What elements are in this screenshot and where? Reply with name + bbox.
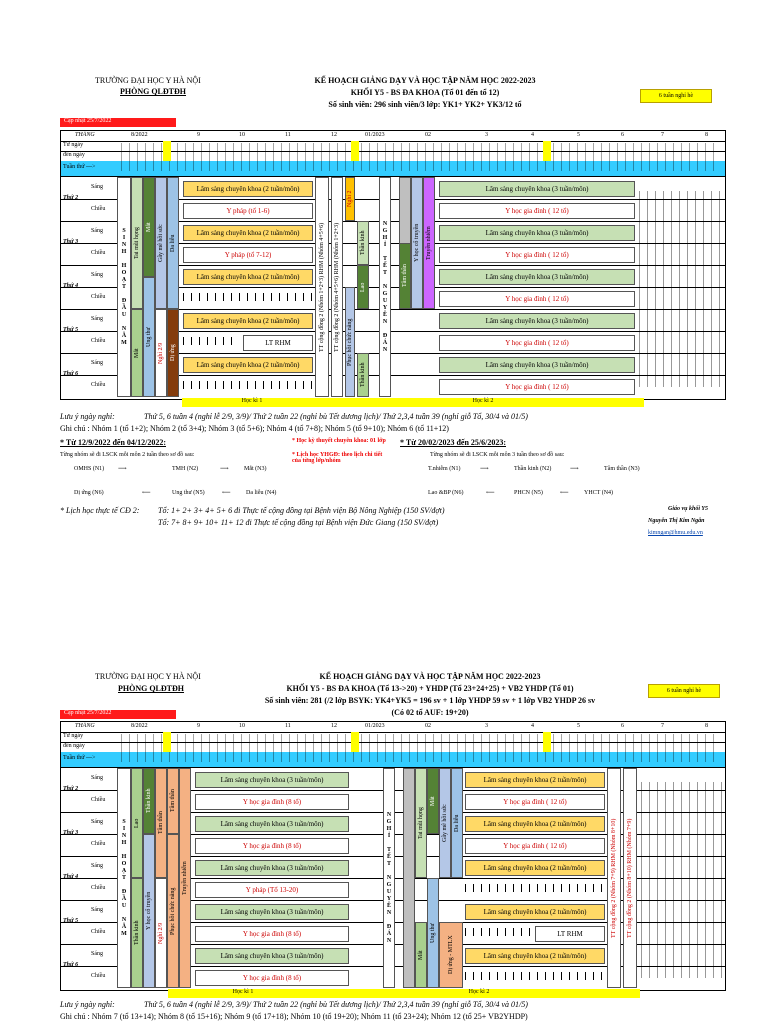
group-note: Ghi chú : Nhóm 7 (tổ 13+14); Nhóm 8 (tổ 15+16); Nhóm 9 (tổ 17+18); Nhóm 10 (tổ 19+20); Nhóm 11 (tổ 23+24); Nhóm 12 (tổ 25+ VB2YHDP)	[60, 1012, 528, 1021]
block-ygd12: Y học gia đình ( 12 tổ)	[439, 291, 635, 307]
month: 3	[485, 132, 488, 138]
month: 10	[239, 132, 245, 138]
session-label: Sáng	[91, 819, 103, 825]
month: 02	[425, 132, 431, 138]
flow2-node: PHCN (N5)	[514, 490, 543, 496]
day-label: Thứ 5	[63, 327, 79, 333]
cd2-line-a: Tổ: 1+ 2+ 3+ 4+ 5+ 6 đi Thực tế cộng đồng tại Bệnh viện Bộ Nông Nghiệp (150 SV/đợt)	[158, 506, 445, 515]
day-label: Thứ 2	[63, 786, 79, 792]
day-label: Thứ 2	[63, 195, 79, 201]
block-lscm2: Lâm sàng chuyên khoa (2 tuần/môn)	[465, 948, 605, 964]
block-nghi29: Nghỉ 2/9	[155, 309, 167, 397]
block-lscm3: Lâm sàng chuyên khoa (3 tuần/môn)	[195, 904, 349, 920]
month: 02	[425, 723, 431, 729]
update-banner: Cập nhật 25/7/2022	[60, 710, 176, 719]
block-tmh: Tai mũi họng	[415, 768, 427, 878]
session-label: Sáng	[91, 316, 103, 322]
block-ungthu: Ung thư	[143, 277, 155, 397]
student-count: Số sinh viên: 281 (/2 lớp BSYK: YK4+YK5 = 196 sv + 1 lớp YHDP 59 sv + 1 lớp VB2 YHDP 26 sv	[264, 696, 596, 705]
block-ttcd-a: TT cộng đồng 2 (Nhóm 7+9) RHM (Nhóm 8+10)	[607, 768, 621, 988]
block-lscm2: Lâm sàng chuyên khoa (2 tuần/môn)	[183, 225, 313, 241]
student-count: Số sinh viên: 296 sinh viên/3 lớp: YK1+ YK2+ YK3/12 tổ	[328, 100, 522, 109]
summer-badge: 6 tuần nghỉ hè	[648, 684, 720, 698]
block-yhct: Y học cổ truyền	[143, 834, 155, 988]
month: 5	[577, 132, 580, 138]
flow1-node: Dị ứng (N6)	[74, 490, 104, 496]
block-ltrhm: LT RHM	[535, 926, 605, 942]
block-tamthan: Tâm thần	[399, 243, 411, 309]
block-lscm2: Lâm sàng chuyên khoa (2 tuần/môn)	[465, 860, 605, 876]
month: 12	[331, 132, 337, 138]
session-label: Sáng	[91, 951, 103, 957]
block-lscm2: Lâm sàng chuyên khoa (2 tuần/môn)	[183, 181, 313, 197]
day-label: Thứ 6	[63, 962, 79, 968]
session-label: Chiều	[91, 338, 106, 344]
block-mat2: Mắt	[415, 922, 427, 988]
block-ttcd: TT cộng đồng 2 (Nhóm 1+2+3) RHM (Nhóm 4+5+6)	[315, 177, 329, 397]
semester2-bar: Học kì 2	[318, 989, 640, 998]
arrow-icon: ⟵	[142, 490, 151, 496]
summer-badge: 6 tuần nghỉ hè	[640, 89, 712, 103]
block-lscm3: Lâm sàng chuyên khoa (3 tuần/môn)	[195, 948, 349, 964]
schedule-header	[60, 130, 726, 178]
flow2-node: Thần kinh (N2)	[514, 466, 552, 472]
month: 11	[285, 132, 291, 138]
block-tamthan2: Tâm thần	[167, 768, 179, 834]
block-truyennhiem: Truyền nhiễm	[179, 768, 191, 988]
arrow-icon: ⟶	[220, 466, 229, 472]
month: 7	[661, 132, 664, 138]
block-lscm2: Lâm sàng chuyên khoa (2 tuần/môn)	[465, 816, 605, 832]
block-ygd12: Y học gia đình ( 12 tổ)	[439, 335, 635, 351]
arrow-icon: ⟶	[570, 466, 579, 472]
month-label: THÁNG	[75, 723, 95, 729]
red-note-2: * Lịch học YHGĐ: theo lịch chi tiết của từng lớp/nhóm	[292, 452, 383, 464]
session-label: Chiều	[91, 250, 106, 256]
block-yhct: Y học cổ truyền	[411, 177, 423, 309]
month: 01/2023	[365, 723, 385, 729]
month: 8	[705, 723, 708, 729]
session-label: Chiều	[91, 294, 106, 300]
student-count-2: (Có 02 tổ AUF: 19+20)	[391, 708, 469, 717]
block-nghi29: Nghỉ 2/9	[155, 878, 167, 988]
session-label: Chiều	[91, 797, 106, 803]
session-label: Chiều	[91, 382, 106, 388]
semester1-bar: Học kì 1	[182, 398, 322, 407]
block-ltrhm: LT RHM	[243, 335, 313, 351]
block-ygd8: Y học gia đình (8 tổ)	[195, 970, 349, 986]
flow1-node: Da liễu (N4)	[246, 490, 277, 496]
week-label: Tuần thứ --->	[63, 164, 96, 170]
block-lscm2: Lâm sàng chuyên khoa (2 tuần/môn)	[465, 904, 605, 920]
block-tmh: Tai mũi họng	[131, 177, 143, 309]
signature-role: Giáo vụ khối Y5	[668, 506, 709, 512]
nghi-tet-block: NGHỈ TẾT NGUYÊN ĐÁN	[379, 177, 391, 397]
block-ygd12: Y học gia đình ( 12 tổ)	[465, 794, 605, 810]
block-phchn: Phục hồi chức năng	[167, 834, 179, 988]
block-lscm2: Lâm sàng chuyên khoa (2 tuần/môn)	[465, 772, 605, 788]
period2-desc: Từng nhóm sẽ đi LSCK mỗi môn 3 tuần theo sơ đồ sau:	[430, 452, 565, 458]
session-label: Chiều	[91, 206, 106, 212]
flow1-node: OMHS (N1)	[74, 466, 105, 472]
semester1-bar: Học kì 1	[168, 989, 318, 998]
block-diung-mtlx: Dị ứng - MTLX	[439, 922, 463, 988]
block-tamthan: Tâm thần	[155, 768, 167, 878]
school-name: TRƯỜNG ĐẠI HỌC Y HÀ NỘI	[95, 672, 201, 681]
to-date-label: đến ngày	[63, 152, 85, 158]
semester2-bar: Học kì 2	[322, 398, 644, 407]
flow2-node: Lao &BP (N6)	[428, 490, 464, 496]
holiday-label: Lưu ý ngày nghỉ:	[60, 1000, 115, 1009]
from-date-label: Từ ngày	[63, 142, 84, 148]
session-label: Chiều	[91, 973, 106, 979]
month: 12	[331, 723, 337, 729]
block-lscm3: Lâm sàng chuyên khoa (3 tuần/môn)	[439, 181, 635, 197]
block-lao: Lao	[357, 265, 369, 309]
schedule-header	[60, 721, 726, 769]
dept-name: PHÒNG QLĐTĐH	[120, 87, 187, 96]
session-label: Sáng	[91, 360, 103, 366]
block-dalieu: Da liễu	[167, 177, 179, 309]
flow2-node: T.nhiễm (N1)	[428, 466, 461, 472]
session-label: Sáng	[91, 775, 103, 781]
from-date-label: Từ ngày	[63, 733, 84, 739]
holiday-note: Thứ 5, 6 tuần 4 (nghỉ lễ 2/9, 3/9)/ Thứ 2 tuần 22 (nghỉ bù Tết dương lịch)/ Thứ 2,3,4 tuần 39 (nghỉ giỗ Tổ, 30/4 và 01/5)	[144, 1000, 528, 1009]
block-lscm3: Lâm sàng chuyên khoa (3 tuần/môn)	[439, 313, 635, 329]
block-thankinh2: Thần kinh	[357, 353, 369, 397]
session-label: Chiều	[91, 885, 106, 891]
block-lao: Lao	[131, 768, 143, 878]
period2-title: * Từ 20/02/2023 đến 25/6/2023:	[400, 438, 506, 447]
holiday-note: Thứ 5, 6 tuần 4 (nghỉ lễ 2/9, 3/9)/ Thứ 2 tuần 22 (nghỉ bù Tết dương lịch)/ Thứ 2,3,4 tuần 39 (nghỉ giỗ Tổ, 30/4 và 01/5)	[144, 412, 528, 421]
month: 4	[531, 723, 534, 729]
block-thankinh: Thần kinh	[143, 768, 155, 834]
block-ygd12: Y học gia đình ( 12 tổ)	[439, 379, 635, 395]
block-lscm2: Lâm sàng chuyên khoa (2 tuần/môn)	[183, 269, 313, 285]
block-ygd12: Y học gia đình ( 12 tổ)	[439, 247, 635, 263]
page-title: KẾ HOẠCH GIẢNG DẠY VÀ HỌC TẬP NĂM HỌC 2022-2023	[314, 76, 536, 85]
block-ttcd-b: TT cộng đồng 2 (Nhóm 8+10) RHM (Nhóm 7+9)	[623, 768, 637, 988]
month: 6	[621, 723, 624, 729]
flow2-node: YHCT (N4)	[584, 490, 614, 496]
month: 6	[621, 132, 624, 138]
sinh-hoat-block: SINH HOẠT ĐẦU NĂM	[117, 177, 131, 397]
group-note: Ghi chú : Nhóm 1 (tổ 1+2); Nhóm 2 (tổ 3+4); Nhóm 3 (tổ 5+6); Nhóm 4 (tổ 7+8); Nhóm 5 (tổ 9+10); Nhóm 6 (tổ 11+12)	[60, 424, 449, 433]
block-ygd8: Y học gia đình (8 tổ)	[195, 926, 349, 942]
sinh-hoat-block: SINH HOẠT ĐẦU NĂM	[117, 768, 131, 988]
month: 3	[485, 723, 488, 729]
session-label: Sáng	[91, 184, 103, 190]
block-lscm3: Lâm sàng chuyên khoa (3 tuần/môn)	[439, 357, 635, 373]
month: 8	[705, 132, 708, 138]
block-lscm3: Lâm sàng chuyên khoa (3 tuần/môn)	[195, 772, 349, 788]
week-label: Tuần thứ --->	[63, 755, 96, 761]
schedule-body	[60, 176, 726, 400]
month: 11	[285, 723, 291, 729]
block-mat: Mắt	[143, 177, 155, 277]
session-label: Sáng	[91, 863, 103, 869]
block-mat2: Mắt	[131, 309, 143, 397]
dept-name: PHÒNG QLĐTĐH	[118, 684, 185, 693]
block-nghi2: Nghỉ 2	[345, 177, 355, 221]
period1-desc: Từng nhóm sẽ đi LSCK mỗi môn 2 tuần theo sơ đồ sau:	[60, 452, 195, 458]
arrow-icon: ⟶	[118, 466, 127, 472]
block-thankinh2: Thần kinh	[131, 878, 143, 988]
day-label: Thứ 4	[63, 283, 79, 289]
block-ttcd2: TT cộng đồng 2 (Nhóm 4+5+6) RHM (Nhóm 1+2+3)	[331, 177, 343, 397]
day-label: Thứ 3	[63, 830, 79, 836]
arrow-icon: ⟵	[560, 490, 569, 496]
session-label: Chiều	[91, 841, 106, 847]
block-ygd12: Y học gia đình ( 12 tổ)	[439, 203, 635, 219]
month: 5	[577, 723, 580, 729]
school-name: TRƯỜNG ĐẠI HỌC Y HÀ NỘI	[95, 76, 201, 85]
block-yphap16: Y pháp (tổ 1-6)	[183, 203, 313, 219]
block-ygd12: Y học gia đình ( 12 tổ)	[465, 838, 605, 854]
day-label: Thứ 4	[63, 874, 79, 880]
block-truyennhiem: Truyền nhiễm	[423, 177, 435, 309]
arrow-icon: ⟶	[480, 466, 489, 472]
cd2-label: * Lịch học thực tế CĐ 2:	[60, 506, 140, 515]
flow1-node: TMH (N2)	[172, 466, 199, 472]
schedule-body	[60, 767, 726, 991]
block-yphap: Y pháp (Tổ 13-20)	[195, 882, 349, 898]
session-label: Sáng	[91, 228, 103, 234]
red-note-1: * Học kỳ thuyết chuyên khoa: 01 lớp	[292, 438, 386, 444]
arrow-icon: ⟵	[222, 490, 231, 496]
session-label: Sáng	[91, 272, 103, 278]
cd2-line-b: Tổ: 7+ 8+ 9+ 10+ 11+ 12 đi Thực tế cộng đồng tại Bệnh viện Đức Giang (150 SV/đợt)	[158, 518, 439, 527]
block-phchn: Phục hồi chức năng	[345, 287, 355, 397]
month: 8/2022	[131, 132, 148, 138]
update-banner: Cập nhật 25/7/2022	[60, 118, 176, 127]
flow1-node: Ung thư (N5)	[172, 490, 205, 496]
block-gmhs: Gây mê hồi sức	[155, 177, 167, 309]
block-yphap712: Y pháp (tổ 7-12)	[183, 247, 313, 263]
block-diung: Dị ứng	[167, 309, 179, 397]
holiday-label: Lưu ý ngày nghỉ:	[60, 412, 115, 421]
block-ygd8: Y học gia đình (8 tổ)	[195, 794, 349, 810]
flow1-node: Mắt (N3)	[244, 466, 267, 472]
session-label: Chiều	[91, 929, 106, 935]
period1-title: * Từ 12/9/2022 đến 04/12/2022:	[60, 438, 166, 447]
page-subtitle: KHỐI Y5 - BS ĐA KHOA (Tổ 13->20) + YHDP (Tổ 23+24+25) + VB2 YHDP (Tổ 01)	[286, 684, 574, 693]
contact-email-link[interactable]: kimngan@hmu.edu.vn	[648, 530, 703, 536]
block-mat: Mắt	[427, 768, 439, 834]
session-label: Sáng	[91, 907, 103, 913]
block-lscm3: Lâm sàng chuyên khoa (3 tuần/môn)	[439, 225, 635, 241]
month: 10	[239, 723, 245, 729]
month: 8/2022	[131, 723, 148, 729]
day-label: Thứ 6	[63, 371, 79, 377]
page-title: KẾ HOẠCH GIẢNG DẠY VÀ HỌC TẬP NĂM HỌC 2022-2023	[319, 672, 541, 681]
month: 7	[661, 723, 664, 729]
page-subtitle: KHỐI Y5 - BS ĐA KHOA (Tổ 01 đến tổ 12)	[350, 88, 500, 97]
to-date-label: đến ngày	[63, 743, 85, 749]
block-gmhs: Gây mê hồi sức	[439, 768, 451, 878]
flow2-node: Tâm thần (N3)	[604, 466, 640, 472]
signature-name: Nguyễn Thị Kim Ngân	[648, 518, 705, 524]
month: 9	[197, 132, 200, 138]
block-ygd8: Y học gia đình (8 tổ)	[195, 838, 349, 854]
block-lscm3: Lâm sàng chuyên khoa (3 tuần/môn)	[439, 269, 635, 285]
arrow-icon: ⟵	[486, 490, 495, 496]
block-lscm2: Lâm sàng chuyên khoa (2 tuần/môn)	[183, 313, 313, 329]
day-label: Thứ 5	[63, 918, 79, 924]
block-lscm2: Lâm sàng chuyên khoa (2 tuần/môn)	[183, 357, 313, 373]
day-label: Thứ 3	[63, 239, 79, 245]
month: 01/2023	[365, 132, 385, 138]
month: 9	[197, 723, 200, 729]
month: 4	[531, 132, 534, 138]
block-lscm3: Lâm sàng chuyên khoa (3 tuần/môn)	[195, 860, 349, 876]
month-label: THÁNG	[75, 132, 95, 138]
block-thankinh: Thần kinh	[357, 221, 369, 265]
nghi-tet-block: NGHỈ TẾT NGUYÊN ĐÁN	[383, 768, 395, 988]
block-dalieu: Da liễu	[451, 768, 463, 878]
block-lscm3: Lâm sàng chuyên khoa (3 tuần/môn)	[195, 816, 349, 832]
block-ungthu: Ung thư	[427, 878, 439, 988]
